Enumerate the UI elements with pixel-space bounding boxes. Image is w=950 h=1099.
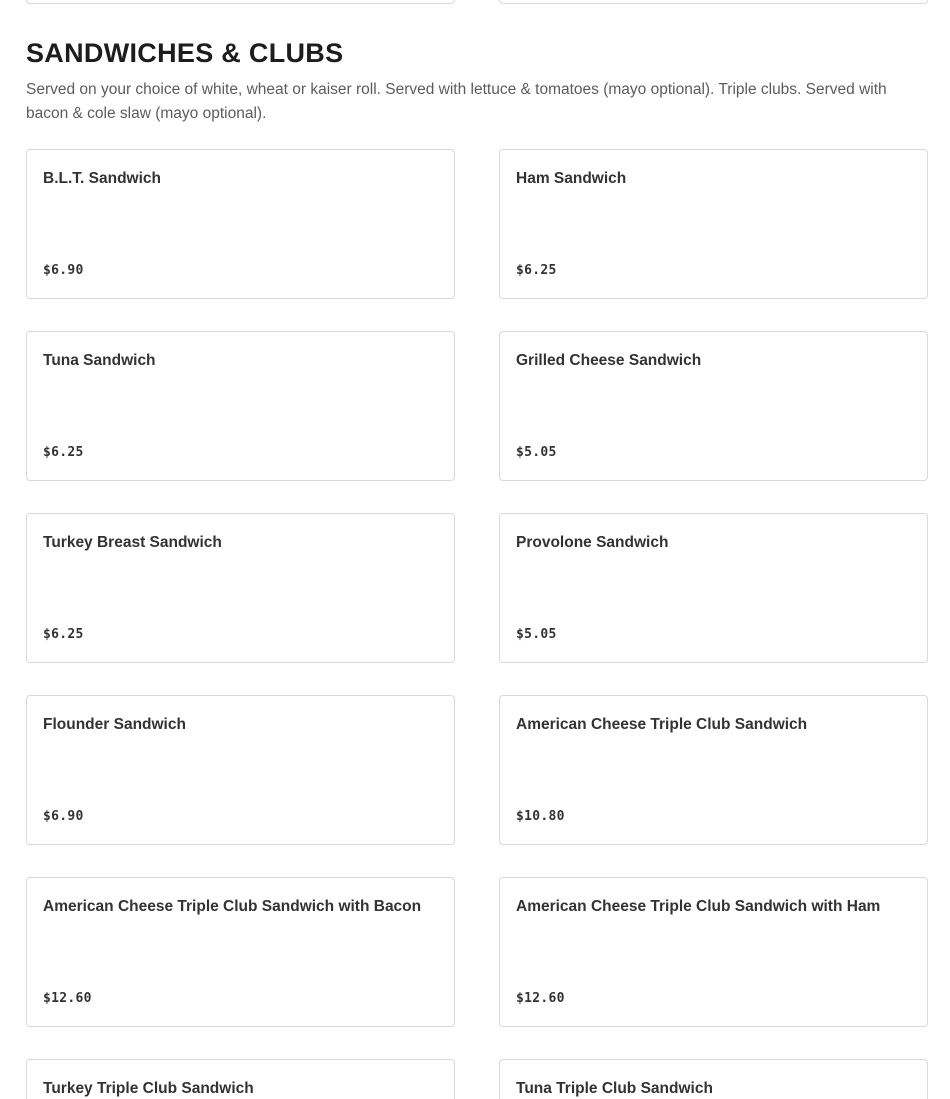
menu-item-price: $12.60 — [43, 991, 92, 1006]
menu-item-name: Turkey Breast Sandwich — [43, 534, 222, 551]
menu-item-card[interactable] — [499, 877, 928, 1027]
menu-item-card[interactable] — [26, 695, 455, 845]
menu-item-name: B.L.T. Sandwich — [43, 170, 161, 187]
menu-item-name: Provolone Sandwich — [516, 534, 669, 551]
menu-item-price: $5.05 — [516, 445, 557, 460]
menu-item-card[interactable] — [499, 513, 928, 663]
menu-item-card[interactable] — [499, 149, 928, 299]
menu-item-price: $10.80 — [516, 809, 565, 824]
menu-item-card[interactable] — [26, 149, 455, 299]
menu-item-price: $6.90 — [43, 809, 84, 824]
menu-item-name: Flounder Sandwich — [43, 716, 186, 733]
menu-item-card[interactable] — [26, 877, 455, 1027]
menu-item-price: $12.60 — [516, 991, 565, 1006]
menu-item-name: American Cheese Triple Club Sandwich with Bacon — [43, 898, 422, 915]
menu-item-card[interactable] — [499, 1059, 928, 1099]
menu-item-price: $6.25 — [43, 445, 84, 460]
menu-item-name: American Cheese Triple Club Sandwich — [516, 716, 808, 733]
menu-item-price: $6.25 — [43, 627, 84, 642]
menu-item-price: $6.25 — [516, 263, 557, 278]
menu-item-card[interactable] — [499, 331, 928, 481]
section-description: Served on your choice of white, wheat or kaiser roll. Served with lettuce & tomatoes (mayo optional). Triple clubs. Served with bacon & cole slaw (mayo optional). — [26, 81, 887, 122]
menu-item-card[interactable] — [26, 1059, 455, 1099]
menu-item-name: Turkey Triple Club Sandwich — [43, 1080, 254, 1097]
menu-item-card[interactable] — [26, 513, 455, 663]
menu-item-name: Tuna Sandwich — [43, 352, 156, 369]
section-title: SANDWICHES & CLUBS — [26, 38, 344, 68]
menu-item-name: American Cheese Triple Club Sandwich with Ham — [516, 898, 881, 915]
previous-menu-item-card[interactable] — [499, 0, 928, 4]
menu-item-card[interactable] — [499, 695, 928, 845]
menu-item-name: Ham Sandwich — [516, 170, 627, 187]
menu-item-price: $5.05 — [516, 627, 557, 642]
menu-item-name: Tuna Triple Club Sandwich — [516, 1080, 713, 1097]
menu-item-price: $6.90 — [43, 263, 84, 278]
menu-item-name: Grilled Cheese Sandwich — [516, 352, 702, 369]
menu-item-card[interactable] — [26, 331, 455, 481]
previous-menu-item-card[interactable] — [26, 0, 455, 4]
